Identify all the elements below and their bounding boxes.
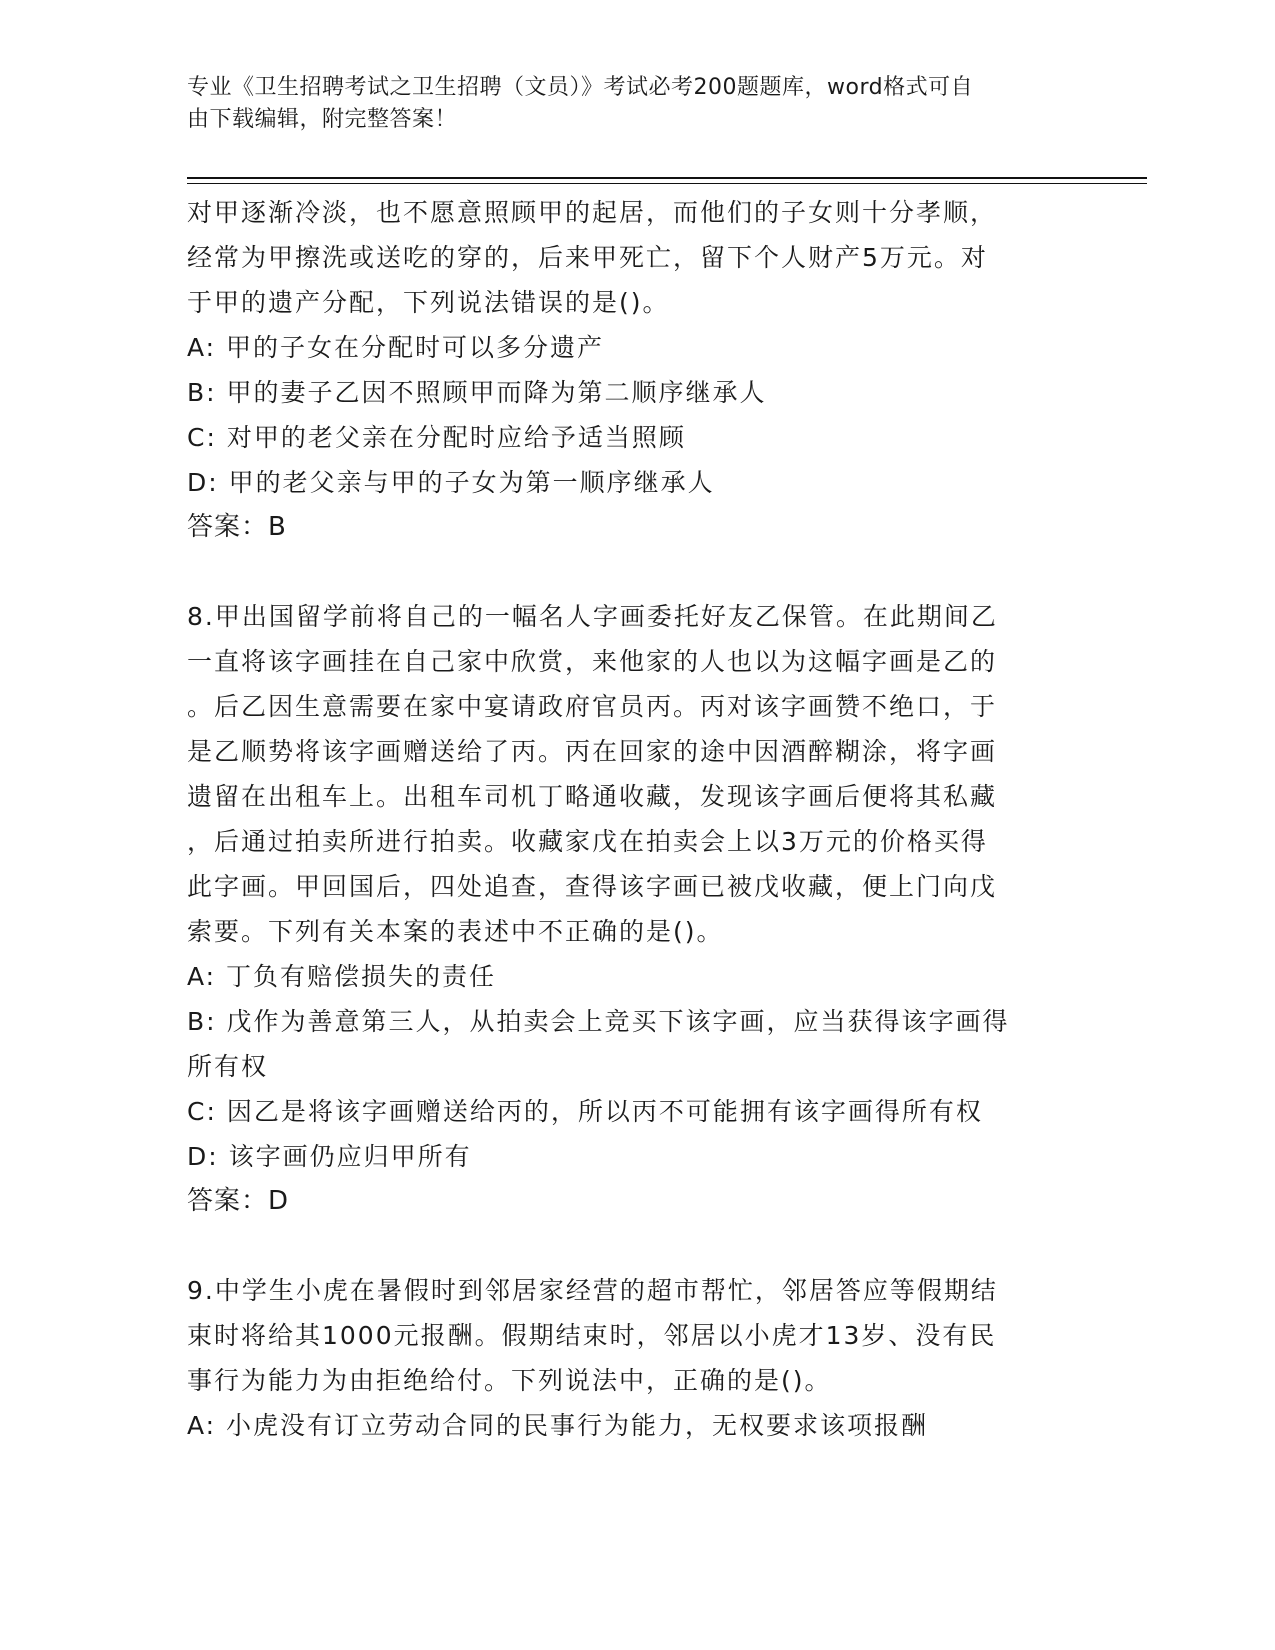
question-stem-line: 束时将给其1000元报酬。假期结束时，邻居以小虎才13岁、没有民 — [187, 1321, 997, 1350]
option-b-continued: 所有权 — [187, 1052, 269, 1081]
question-spacer — [187, 550, 1087, 594]
question-stem-line: 遗留在出租车上。出租车司机丁略通收藏，发现该字画后便将其私藏 — [187, 782, 998, 811]
question-stem-line: 一直将该字画挂在自己家中欣赏，来他家的人也以为这幅字画是乙的 — [187, 647, 998, 676]
option-c: C: 因乙是将该字画赠送给丙的，所以丙不可能拥有该字画得所有权 — [187, 1097, 983, 1126]
option-d: D: 该字画仍应归甲所有 — [187, 1142, 472, 1171]
question-stem-line: 于甲的遗产分配，下列说法错误的是()。 — [187, 288, 670, 317]
option-c: C: 对甲的老父亲在分配时应给予适当照顾 — [187, 423, 686, 452]
document-header — [187, 72, 1067, 136]
question-9 — [187, 1268, 1087, 1448]
question-stem-line: 事行为能力为由拒绝给付。下列说法中，正确的是()。 — [187, 1366, 832, 1395]
option-b: B: 戊作为善意第三人，从拍卖会上竞买下该字画，应当获得该字画得 — [187, 1007, 1010, 1036]
question-spacer — [187, 1224, 1087, 1268]
question-stem-line: 8.甲出国留学前将自己的一幅名人字画委托好友乙保管。在此期间乙 — [187, 602, 998, 631]
question-stem-line: 是乙顺势将该字画赠送给了丙。丙在回家的途中因酒醉糊涂，将字画 — [187, 737, 998, 766]
question-stem-line: 9.中学生小虎在暑假时到邻居家经营的超市帮忙，邻居答应等假期结 — [187, 1276, 998, 1305]
question-stem-line: 对甲逐渐冷淡，也不愿意照顾甲的起居，而他们的子女则十分孝顺， — [187, 198, 998, 227]
answer-label: 答案：B — [187, 512, 287, 542]
option-a: A: 丁负有赔偿损失的责任 — [187, 962, 497, 991]
answer-label: 答案：D — [187, 1186, 290, 1216]
question-7 — [187, 190, 1087, 550]
header-line-1: 专业《卫生招聘考试之卫生招聘（文员）》考试必考200题题库，word格式可自 — [187, 75, 974, 100]
question-stem-line: 经常为甲擦洗或送吃的穿的，后来甲死亡，留下个人财产5万元。对 — [187, 243, 988, 272]
question-stem-line: 索要。下列有关本案的表述中不正确的是()。 — [187, 917, 724, 946]
option-a: A: 小虎没有订立劳动合同的民事行为能力，无权要求该项报酬 — [187, 1411, 929, 1440]
question-stem-line: 此字画。甲回国后，四处追查，查得该字画已被戊收藏，便上门向戊 — [187, 872, 998, 901]
header-rule-thin — [187, 183, 1147, 184]
document-body — [187, 190, 1087, 1448]
question-8 — [187, 594, 1087, 1224]
question-stem-line: 。后乙因生意需要在家中宴请政府官员丙。丙对该字画赞不绝口，于 — [187, 692, 998, 721]
option-d: D: 甲的老父亲与甲的子女为第一顺序继承人 — [187, 468, 715, 497]
header-line-2: 由下载编辑，附完整答案！ — [187, 107, 458, 132]
question-stem-line: ，后通过拍卖所进行拍卖。收藏家戊在拍卖会上以3万元的价格买得 — [187, 827, 988, 856]
header-rule-thick — [187, 177, 1147, 179]
option-b: B: 甲的妻子乙因不照顾甲而降为第二顺序继承人 — [187, 378, 767, 407]
option-a: A: 甲的子女在分配时可以多分遗产 — [187, 333, 605, 362]
